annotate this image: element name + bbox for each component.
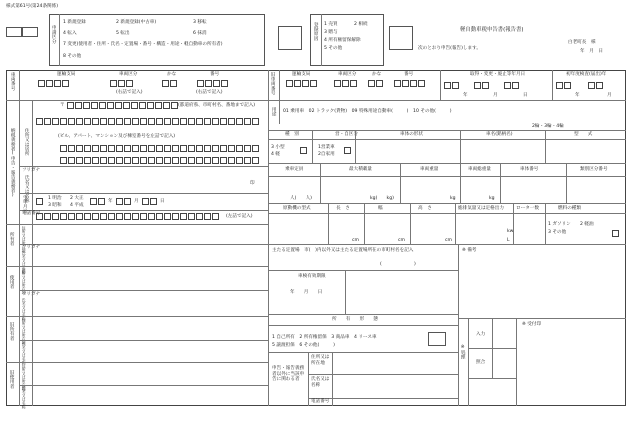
first-year-cells[interactable] [556,82,571,89]
kind-cell[interactable] [300,147,307,154]
first-month-unit: 月 [607,93,612,98]
pvn-class-cells[interactable] [334,80,357,87]
reason-option-4[interactable]: 4 所有権留保解除 [324,38,361,43]
user-addr: 住所又は所在地 [22,268,28,295]
kind-option-2[interactable]: 2 新規登録(中古車) [116,20,157,25]
report-line: 次のとおり申告(報告)します。 [418,46,481,51]
usage-options[interactable]: 01 乗用車 02 トラック(貨物) 09 特殊用途自動車( ) 10 その他( ) [283,109,452,114]
own-label: 営・自区分 [335,132,358,137]
fuel-gasoline[interactable]: 1 ガソリン [548,222,571,227]
kind-option-7[interactable]: 7 変更(使用者・住所・氏名・定置場・番号・構造・用途・軽自動車の所有者) [63,42,223,47]
form-code-box[interactable] [6,27,22,37]
capacity-unit[interactable]: 人( 人) [290,196,312,201]
vehicle-no-label: 車両番号 [10,72,16,91]
gross-unit[interactable]: kg [489,196,495,201]
first-year-unit: 年 [575,93,580,98]
capacity-label: 乗車定員 [285,167,304,172]
place-label: 主たる定置場 市( )内以外又は主たる定置場所在の市町村名を記入 [272,248,414,253]
rotary-label: ロータ一数 [516,206,539,211]
reg-month-unit: 月 [493,93,498,98]
filer-addr: 住所又は所在地 [311,355,330,366]
shape-label: 車体の形状 [400,132,423,137]
fuel-other[interactable]: 3 その他 [548,230,567,235]
height-unit: cm [445,238,453,243]
owner-addr-label: 住所又は居所 [24,128,30,156]
old-owner-name: 氏名又は名称 [22,342,28,365]
prev-vehicle-no-label: 旧車両番号 [270,72,276,95]
place-paren[interactable]: ( ) [380,262,416,267]
l-unit: L [507,238,510,243]
apply-kind-entry-box[interactable] [278,26,302,50]
kind-option-5[interactable]: 5 転出 [116,31,130,36]
expiry-ymd[interactable]: 年 月 日 [290,290,323,295]
pvn-number-cells[interactable] [394,80,425,87]
filer-name: 氏名又は名称 [311,377,330,388]
owner-furi: フリガナ [22,245,41,250]
usage-label: 用途 [271,107,277,117]
apply-kind-label: 申請区分 [51,25,57,44]
pvn-sub-number: 番号 [404,72,414,77]
birth-day-cells[interactable] [142,198,157,205]
weight-unit[interactable]: kg [450,196,456,201]
kind-label: 種 別 [285,132,299,137]
engine-label: 原動機の型式 [283,206,311,211]
chassis-label: 車体番号 [520,167,539,172]
first-month-cells[interactable] [588,82,603,89]
gross-label: 車両総重量 [468,167,491,172]
report-date[interactable]: 年 月 日 [580,49,603,54]
own-opt-private[interactable]: 2自家用 [318,152,335,157]
addr-cells-1[interactable] [36,118,259,125]
office-check: 照合 [476,360,486,365]
own-cell[interactable] [344,147,351,154]
birth-month-cells[interactable] [116,198,131,205]
reg-month-cells[interactable] [474,82,489,89]
report-title: 軽自動車税申告書(報告書) [460,27,524,33]
office-label: ※処理 [460,345,466,360]
era-1: 1 明治 [48,196,62,201]
maxload-unit[interactable]: kg( kg) [370,196,394,201]
birth-year-cells[interactable] [90,198,105,205]
reason-entry-box[interactable] [389,26,413,50]
vn-sub-number: 番号 [210,72,220,77]
kind-opt-light[interactable]: 4 軽 [271,152,280,157]
owner-section-label: 納税義務者(申告・報告義務者) [10,128,16,198]
model-label: 型 式 [574,132,593,137]
pvn-sub-class: 車両区分 [338,72,357,77]
own-opt-business[interactable]: 1営業車 [318,145,335,150]
form-code-box-2[interactable] [22,27,38,37]
length-label: 長 さ [336,206,350,211]
maxload-label: 最大積載量 [349,167,372,172]
phone-hint: (左詰で記入) [226,214,253,219]
reason-option-5[interactable]: 5 その他 [324,46,343,51]
kind-option-4[interactable]: 4 転入 [63,31,77,36]
office-stamp: ※ 受付印 [522,322,542,327]
reason-option-3[interactable]: 3 贈与 [324,30,338,35]
owner-label: 所有者 [9,232,15,246]
vn-sub-class: 車両区分 [119,72,138,77]
phone-label: 電話番号 [22,211,41,216]
owner-furigana-label: フリガナ [22,168,41,173]
reg-year-cells[interactable] [444,82,459,89]
fuel-label: 燃料の種類 [558,206,581,211]
vn-sub-kana: かな [167,72,177,77]
addr-cells-2[interactable] [60,145,259,152]
width-unit: cm [398,238,406,243]
reason-label: 登録原因 [313,22,319,41]
old-owner-label: 旧所有者 [9,322,15,341]
class-label: 類別区分番号 [580,167,608,172]
vn-class-cells[interactable] [110,80,133,87]
postal-mark: 〒 [60,103,65,108]
first-reg-label: 初年度検査(届出)年 [566,72,607,77]
filer-phone: 電話番号 [311,399,330,404]
pvn-sub-office: 運輸支局 [292,72,311,77]
birth-month-unit: 月 [134,199,139,204]
addr-hint: (都道府県、市町村名、番地まで記入) [178,103,256,108]
era-3: 3 昭和 [48,203,62,208]
owner-name: 氏名又は名称 [22,251,28,274]
reg-day-cells[interactable] [504,82,519,89]
kind-option-1[interactable]: 1 新規登録 [63,20,86,25]
to-mayor: 白老町長 様 [568,40,596,45]
old-user-addr: 住所又は所在地 [22,364,28,391]
pvn-sub-kana: かな [372,72,382,77]
vn-hint-1: (右詰で記入) [116,90,143,95]
reg-date-label: 取得・変更・廃止等年月日 [470,72,526,77]
kw-unit: kw [507,229,514,234]
filer-label: 申告・報告義務者以外に当該申告に関わる者 [272,366,305,382]
ownership-options-2[interactable]: 5 譲渡担保 6 その他( ) [272,343,335,348]
length-unit: cm [352,238,360,243]
old-user-name: 氏名又は名称 [22,386,28,409]
reason-option-1[interactable]: 1 売買 [324,22,338,27]
user-label: 使用者 [9,275,15,289]
kind-option-8[interactable]: 8 その他 [63,54,82,59]
era-4: 4 平成 [70,203,84,208]
fuel-diesel[interactable]: 2 軽油 [580,222,594,227]
postal-cells[interactable] [67,102,178,109]
birth-label: 生年月日 [22,195,28,214]
vn-sub-office: 運輸支局 [57,72,76,77]
birth-year-unit: 年 [108,199,113,204]
owner-seal: 印 [250,181,255,186]
fuel-cell[interactable] [612,230,619,237]
wheels-options[interactable]: 2輪・3輪・4輪 [532,124,564,129]
kind-opt-small[interactable]: 3 小型 [271,145,285,150]
ownership-options-1[interactable]: 1 自己所有 2 所有権留保 3 商品車 4 リース車 [272,335,377,340]
pvn-kana-cells[interactable] [368,80,383,87]
kind-option-6[interactable]: 6 抹消 [193,31,207,36]
old-user-label: 旧使用者 [9,370,15,389]
height-label: 高 さ [418,206,432,211]
expiry-label: 車検有効期限 [298,274,326,279]
vn-kana-cells[interactable] [162,80,177,87]
addr-cells-3[interactable] [60,157,259,164]
era-cell[interactable] [36,198,43,205]
reg-year-unit: 年 [463,93,468,98]
form-number: 様式第61号(第24条関係) [6,4,59,9]
era-2: 2 大正 [70,196,84,201]
birth-day-unit: 日 [160,199,165,204]
vn-hint-2: (右詰で記入) [196,90,223,95]
ownership-entry-box[interactable] [428,332,446,346]
pvn-office-cells[interactable] [286,80,317,87]
vn-number-cells[interactable] [197,80,228,87]
remarks-label: ※ 備考 [462,248,477,253]
reason-option-2[interactable]: 2 相続 [354,22,368,27]
office-input: 入力 [476,332,486,337]
user-furi: フリガナ [22,292,41,297]
user-name: 氏名又は名称 [22,298,28,321]
bldg-hint: (ビル、アパート、マンション及び棟室番号を左詰で記入) [58,134,176,139]
width-label: 幅 [378,206,383,211]
reg-day-unit: 日 [523,93,528,98]
kind-option-3[interactable]: 3 移転 [193,20,207,25]
vn-office-cells[interactable] [38,80,69,87]
old-owner-addr: 住所又は所在地 [22,318,28,345]
weight-label: 車両重量 [420,167,439,172]
maker-label: 車名(銘柄名) [486,132,513,137]
ownership-title: 所 有 形 態 [332,317,378,322]
phone-cells[interactable] [36,213,219,220]
owner-name-label: 氏名又は名称 [24,175,30,203]
displacement-label: 総排気量又は定格出力 [458,206,504,211]
owner-addr: 住所又は所在地 [22,226,28,253]
